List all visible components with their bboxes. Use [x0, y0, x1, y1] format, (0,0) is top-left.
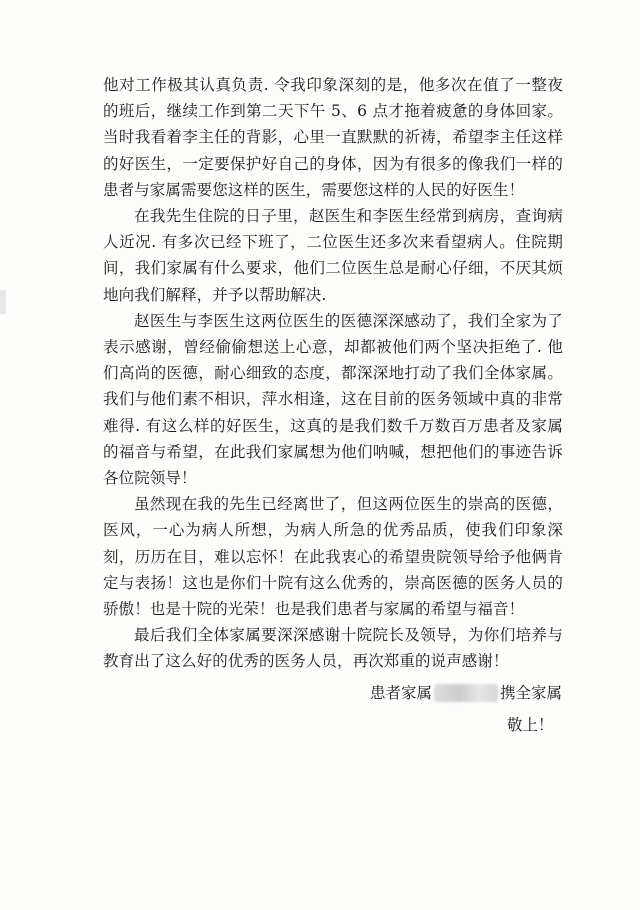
letter-paragraph-2: 在我先生住院的日子里，赵医生和李医生经常到病房，查询病人近况. 有多次已经下班了，二位医生还多次来看望病人。住院期间，我们家属有什么要求，他们二位医生总是耐心仔细，不厌其烦地向我们解释，并予以帮助解决. [103, 207, 563, 304]
letter-body [103, 72, 563, 675]
letter-paragraph-4: 虽然现在我的先生已经离世了，但这两位医生的崇高的医德，医风，一心为病人所想，为病人所急的优秀品质，使我们印象深刻，历历在目，难以忘怀！在此我衷心的希望贵院领导给予他俩肯定与表扬！这也是你们十院有这么优秀的，崇高医德的医务人员的骄傲！也是十院的光荣！也是我们患者与家属的希望与福音！ [103, 495, 563, 619]
signature-prefix: 患者家属 [370, 684, 433, 702]
scan-edge-mark [0, 290, 6, 314]
letter-paragraph-1: 他对工作极其认真负责. 令我印象深刻的是，他多次在值了一整夜的班后，继续工作到第二天下午 5、6 点才拖着疲惫的身体回家。当时我看着李主任的背影，心里一直默默的祈祷，希望李主任这样的好医生，一定要保护好自己的身体，因为有很多的像我们一样的患者与家属需要您这样的医生，需要您这样的人民的好医生！ [103, 76, 563, 199]
redacted-name [434, 684, 498, 702]
letter-paragraph-3: 赵医生与李医生这两位医生的医德深深感动了，我们全家为了表示感谢，曾经偷偷想送上心意，却都被他们两个坚决拒绝了. 他们高尚的医德，耐心细致的态度，都深深地打动了我们全体家属。我们与他们素不相识，萍水相逢，这在目前的医务领域中真的非常难得. 有这么样的好医生，这真的是我们数千万数百万患者及家属的福音与希望，在此我们家属想为他们呐喊，想把他们的事迹告诉各位院领导！ [103, 311, 563, 488]
letter-paragraph-5: 最后我们全体家属要深深感谢十院院长及领导，为你们培养与教育出了这么好的优秀的医务人员，再次郑重的说声感谢！ [103, 626, 563, 671]
signature-line [370, 680, 562, 706]
signature-suffix: 携全家属 [500, 684, 563, 702]
closing-salutation: 敬上！ [507, 716, 554, 734]
signature-block [370, 680, 562, 706]
